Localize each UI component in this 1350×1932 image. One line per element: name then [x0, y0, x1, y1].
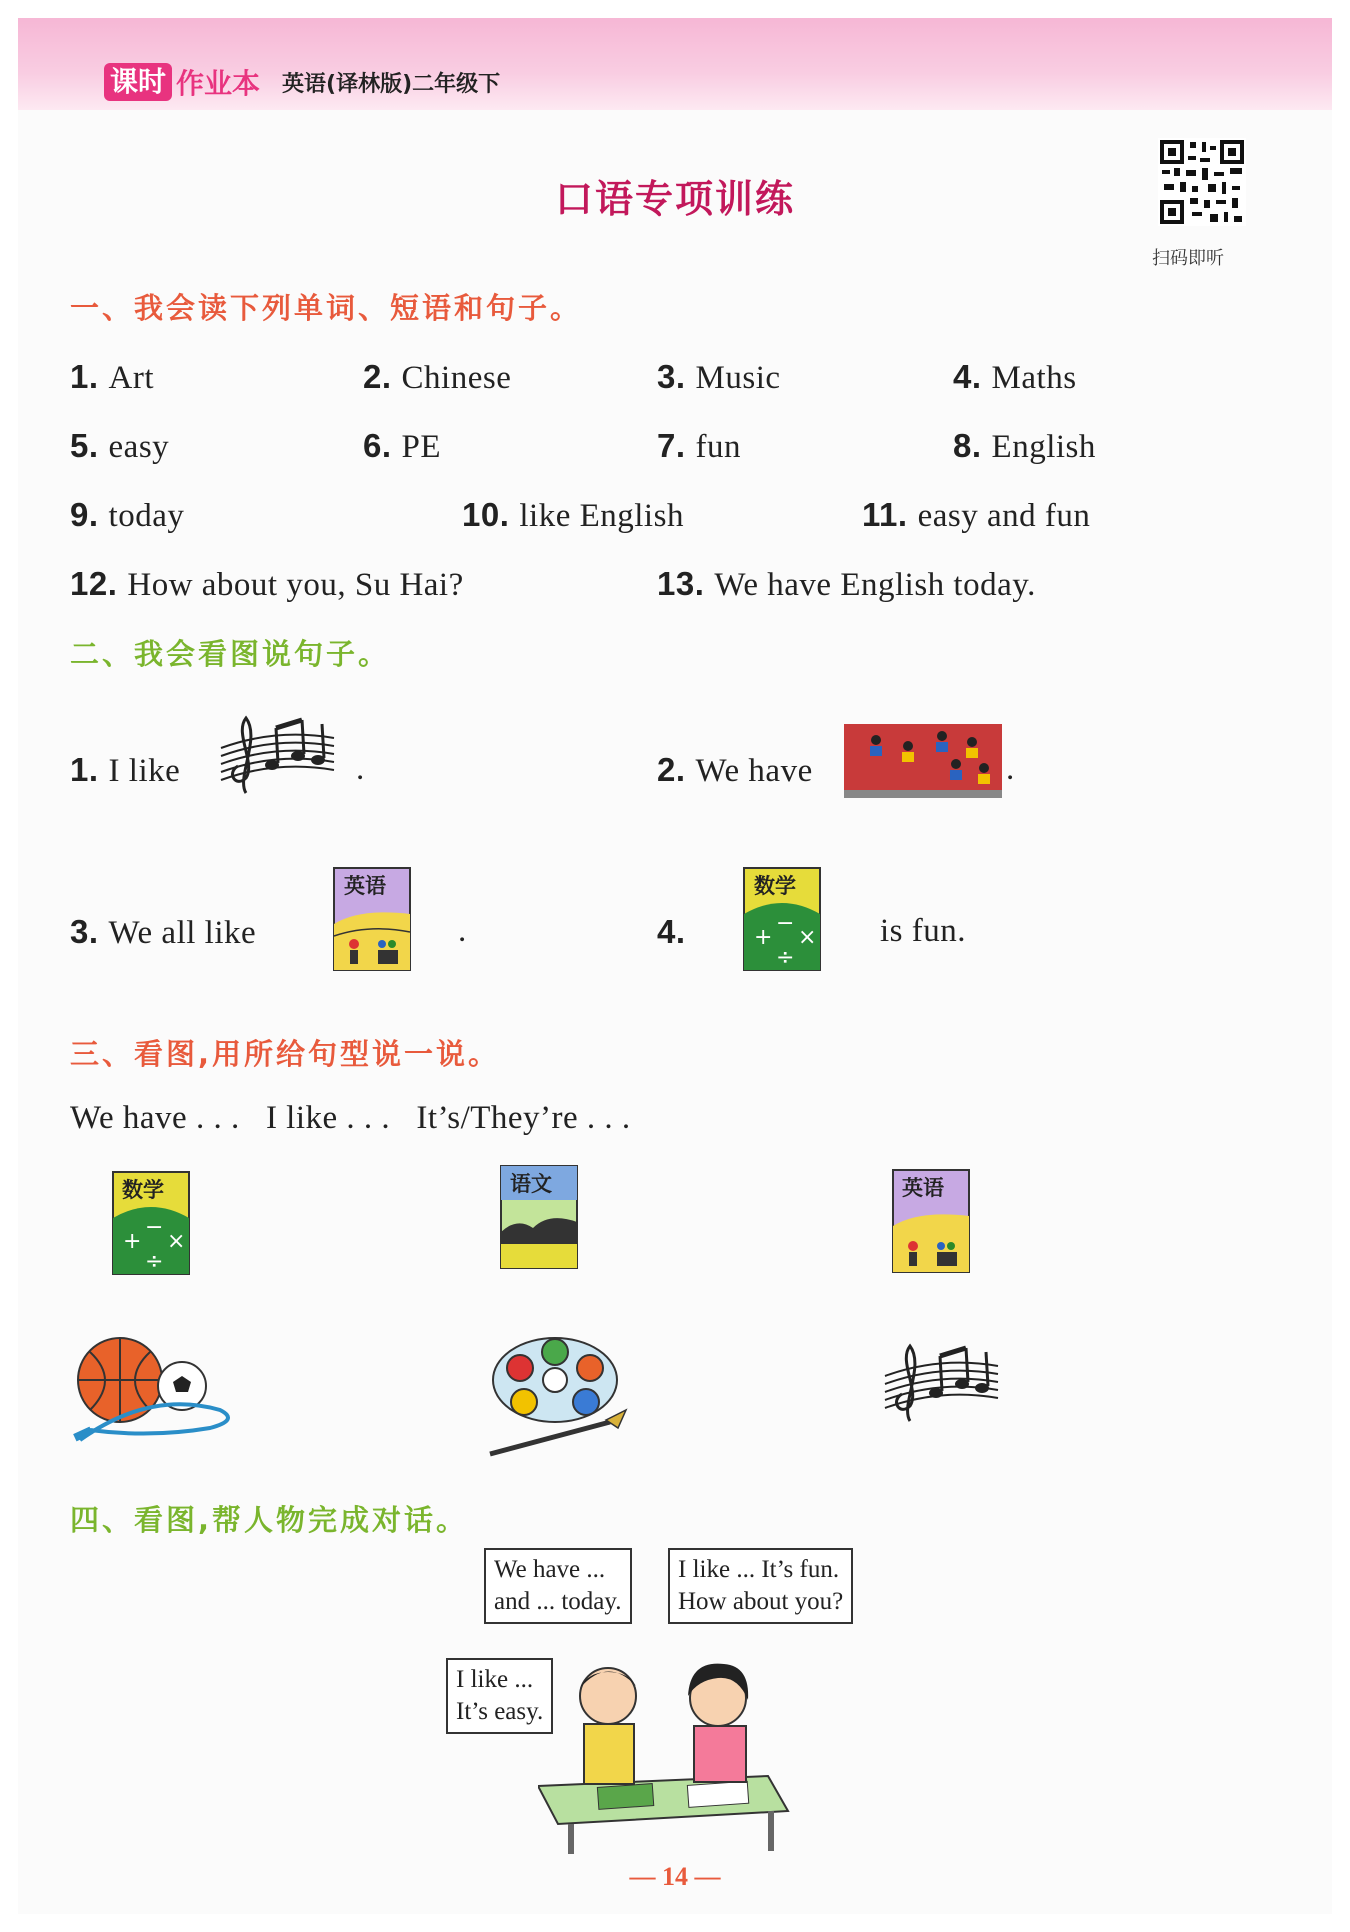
item-number: 3. [657, 358, 686, 395]
item-number: 5. [70, 427, 99, 464]
s1-item-4 [953, 358, 1077, 397]
balls-and-rope-icon [70, 1330, 240, 1450]
s2-q1 [70, 751, 180, 790]
svg-text:−: − [776, 911, 795, 936]
page-number: — 14 — [629, 1862, 721, 1891]
q1-text: I like [108, 753, 181, 789]
s1-item-12 [70, 565, 464, 604]
answer-speech-bubble [446, 1658, 553, 1734]
item-number: 3. [70, 913, 99, 950]
svg-text:−: − [145, 1215, 164, 1240]
item-text: English [991, 429, 1096, 465]
svg-text:÷: ÷ [145, 1249, 164, 1274]
section4-heading: 四、看图,帮人物完成对话。 [70, 1503, 469, 1537]
item-number: 4. [953, 358, 982, 395]
svg-text:+: + [123, 1229, 142, 1254]
item-number: 1. [70, 358, 99, 395]
brand [104, 62, 500, 102]
s2-q2 [657, 751, 813, 790]
pe-class-picture [844, 718, 1004, 800]
s1-item-13 [657, 565, 1036, 604]
s2-q3-end: . [458, 913, 467, 949]
s1-item-10 [462, 496, 684, 535]
item-text: like English [519, 498, 684, 534]
girl-speech-bubble [668, 1548, 853, 1624]
brand-logo: 课时 [104, 63, 172, 101]
item-number: 4. [657, 913, 686, 950]
item-text: Chinese [401, 360, 512, 396]
book-label: 数学 [754, 874, 796, 898]
svg-text:×: × [798, 925, 817, 950]
item-text: Maths [991, 360, 1077, 396]
s1-item-5 [70, 427, 169, 466]
s1-item-9 [70, 496, 184, 535]
item-text: PE [401, 429, 442, 465]
bubble-line: and ... today. [494, 1588, 622, 1615]
item-text: Music [695, 360, 781, 396]
item-number: 6. [363, 427, 392, 464]
svg-text:+: + [754, 925, 773, 950]
item-text: Art [108, 360, 155, 396]
item-text: easy [108, 429, 170, 465]
s1-item-6 [363, 427, 441, 466]
item-number: 2. [363, 358, 392, 395]
bubble-line: I like ... It’s fun. [678, 1556, 840, 1583]
item-number: 10. [462, 496, 510, 533]
bubble-line: We have ... [494, 1556, 606, 1583]
item-number: 11. [862, 496, 908, 533]
bubble-line: I like ... [456, 1666, 534, 1693]
children-at-desk-picture [538, 1636, 798, 1854]
header-banner [18, 18, 1332, 110]
item-number: 2. [657, 751, 686, 788]
section2-heading: 二、我会看图说句子。 [70, 637, 391, 671]
q2-text: We have [695, 753, 813, 789]
sentence-patterns: We have . . . I like . . . It’s/They’re . . . [70, 1100, 631, 1136]
qr-code-icon[interactable] [1158, 138, 1246, 226]
book-label: 语文 [510, 1172, 552, 1196]
s2-q1-end: . [356, 751, 365, 787]
english-book-icon [330, 864, 414, 974]
music-notes-icon [880, 1336, 1005, 1426]
qr-caption: 扫码即听 [1152, 248, 1224, 269]
book-label: 英语 [902, 1176, 944, 1200]
book-title: 英语(译林版)二年级下 [282, 71, 501, 97]
bubble-line: It’s easy. [456, 1698, 544, 1725]
item-text: How about you, Su Hai? [127, 567, 464, 603]
s1-item-3 [657, 358, 781, 397]
section1-heading: 一、我会读下列单词、短语和句子。 [70, 291, 583, 325]
book-label: 数学 [122, 1178, 164, 1202]
item-number: 9. [70, 496, 99, 533]
item-text: We have English today. [714, 567, 1036, 603]
s2-q3 [70, 913, 256, 952]
s1-item-7 [657, 427, 741, 466]
item-text: easy and fun [917, 498, 1091, 534]
s1-item-2 [363, 358, 511, 397]
boy-speech-bubble [484, 1548, 632, 1624]
bubble-line: How about you? [678, 1588, 844, 1615]
section3-heading: 三、看图,用所给句型说一说。 [70, 1037, 501, 1071]
item-number: 8. [953, 427, 982, 464]
svg-text:×: × [167, 1229, 186, 1254]
item-number: 1. [70, 751, 99, 788]
item-number: 7. [657, 427, 686, 464]
s2-q4 [657, 913, 696, 952]
item-number: 13. [657, 565, 705, 602]
item-text: fun [695, 429, 742, 465]
svg-text:÷: ÷ [776, 945, 795, 970]
brand-name: 作业本 [176, 67, 261, 100]
music-notes-icon [216, 708, 341, 798]
maths-book-icon [108, 1168, 194, 1278]
s1-item-11 [862, 496, 1090, 535]
english-book-icon [888, 1166, 974, 1276]
chinese-book-icon [496, 1162, 582, 1272]
s1-item-8 [953, 427, 1096, 466]
q3-text: We all like [108, 915, 257, 951]
item-number: 12. [70, 565, 118, 602]
worksheet-page [18, 18, 1332, 1914]
s1-item-1 [70, 358, 154, 397]
page-title: 口语专项训练 [554, 177, 795, 221]
maths-book-icon [740, 864, 824, 974]
s2-q4-end: is fun. [880, 913, 966, 949]
s2-q2-end: . [1006, 751, 1015, 787]
item-text: today [108, 498, 185, 534]
book-label: 英语 [344, 874, 386, 898]
paint-palette-icon [480, 1330, 630, 1460]
